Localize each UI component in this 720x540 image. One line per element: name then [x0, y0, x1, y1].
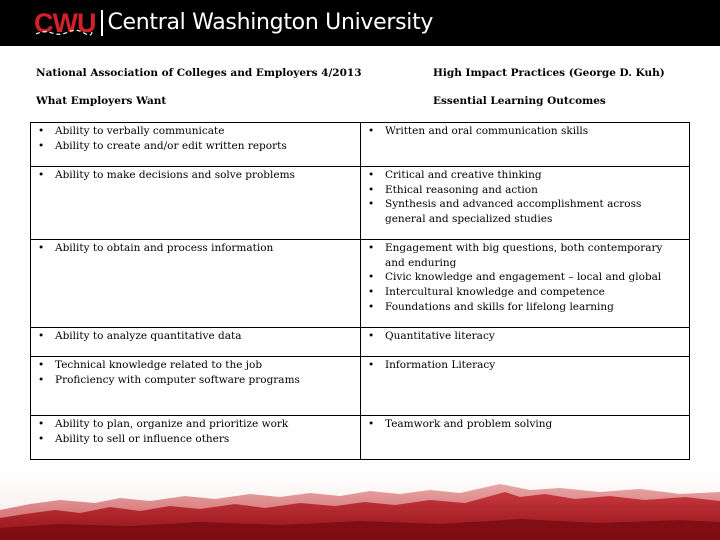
- left-column-title: What Employers Want: [36, 95, 167, 107]
- list-item: • Written and oral communication skills: [367, 124, 683, 139]
- left-source-heading: National Association of Colleges and Employers 4/2013: [36, 67, 362, 79]
- outcome-cell: [361, 357, 690, 416]
- list-item: • Ability to sell or influence others: [37, 432, 354, 447]
- employer-list: [37, 241, 354, 256]
- list-item: • Ability to create and/or edit written reports: [37, 139, 354, 154]
- employer-list: [37, 124, 354, 153]
- right-source-heading: High Impact Practices (George D. Kuh): [433, 67, 665, 79]
- list-item: • Ability to obtain and process information: [37, 241, 354, 256]
- outcome-list: [367, 124, 683, 139]
- employer-cell: [31, 328, 361, 357]
- university-name: Central Washington University: [107, 10, 434, 35]
- outcome-list: [367, 329, 683, 344]
- list-item: • Civic knowledge and engagement – local and global: [367, 270, 683, 285]
- list-item: • Synthesis and advanced accomplishment across general and specialized studies: [367, 197, 683, 226]
- list-item: • Quantitative literacy: [367, 329, 683, 344]
- list-item: • Ethical reasoning and action: [367, 183, 683, 198]
- outcome-cell: [361, 240, 690, 328]
- table-row: [31, 416, 690, 460]
- table-row: [31, 328, 690, 357]
- employer-cell: [31, 357, 361, 416]
- list-item: • Ability to make decisions and solve problems: [37, 168, 354, 183]
- employer-list: [37, 417, 354, 446]
- list-item: • Ability to plan, organize and prioritize work: [37, 417, 354, 432]
- list-item: • Intercultural knowledge and competence: [367, 285, 683, 300]
- outcome-list: [367, 241, 683, 315]
- employer-cell: [31, 416, 361, 460]
- list-item: • Information Literacy: [367, 358, 683, 373]
- list-item: • Technical knowledge related to the job: [37, 358, 354, 373]
- outcome-list: [367, 168, 683, 227]
- table-row: [31, 357, 690, 416]
- list-item: • Teamwork and problem solving: [367, 417, 683, 432]
- table-row: [31, 123, 690, 167]
- list-item: • Proficiency with computer software programs: [37, 373, 354, 388]
- cwu-logo-mark: CWU: [34, 8, 96, 38]
- employer-cell: [31, 123, 361, 167]
- list-item: • Critical and creative thinking: [367, 168, 683, 183]
- list-item: • Ability to analyze quantitative data: [37, 329, 354, 344]
- list-item: • Engagement with big questions, both contemporary and enduring: [367, 241, 683, 270]
- outcome-cell: [361, 123, 690, 167]
- outcome-cell: [361, 167, 690, 240]
- list-item: • Ability to verbally communicate: [37, 124, 354, 139]
- outcome-list: [367, 417, 683, 432]
- table-row: [31, 167, 690, 240]
- list-item: • Foundations and skills for lifelong learning: [367, 300, 683, 315]
- employer-list: [37, 358, 354, 387]
- employer-list: [37, 329, 354, 344]
- employer-list: [37, 168, 354, 183]
- logo-swoosh-icon: [34, 28, 94, 36]
- employer-cell: [31, 167, 361, 240]
- outcome-cell: [361, 328, 690, 357]
- outcome-list: [367, 358, 683, 373]
- logo-divider: [101, 10, 103, 36]
- header-banner: [0, 0, 720, 46]
- university-logo: [34, 8, 433, 38]
- table-row: [31, 240, 690, 328]
- right-column-title: Essential Learning Outcomes: [433, 95, 606, 107]
- outcome-cell: [361, 416, 690, 460]
- mountain-footer-graphic: [0, 470, 720, 540]
- employer-cell: [31, 240, 361, 328]
- comparison-table: [30, 122, 690, 460]
